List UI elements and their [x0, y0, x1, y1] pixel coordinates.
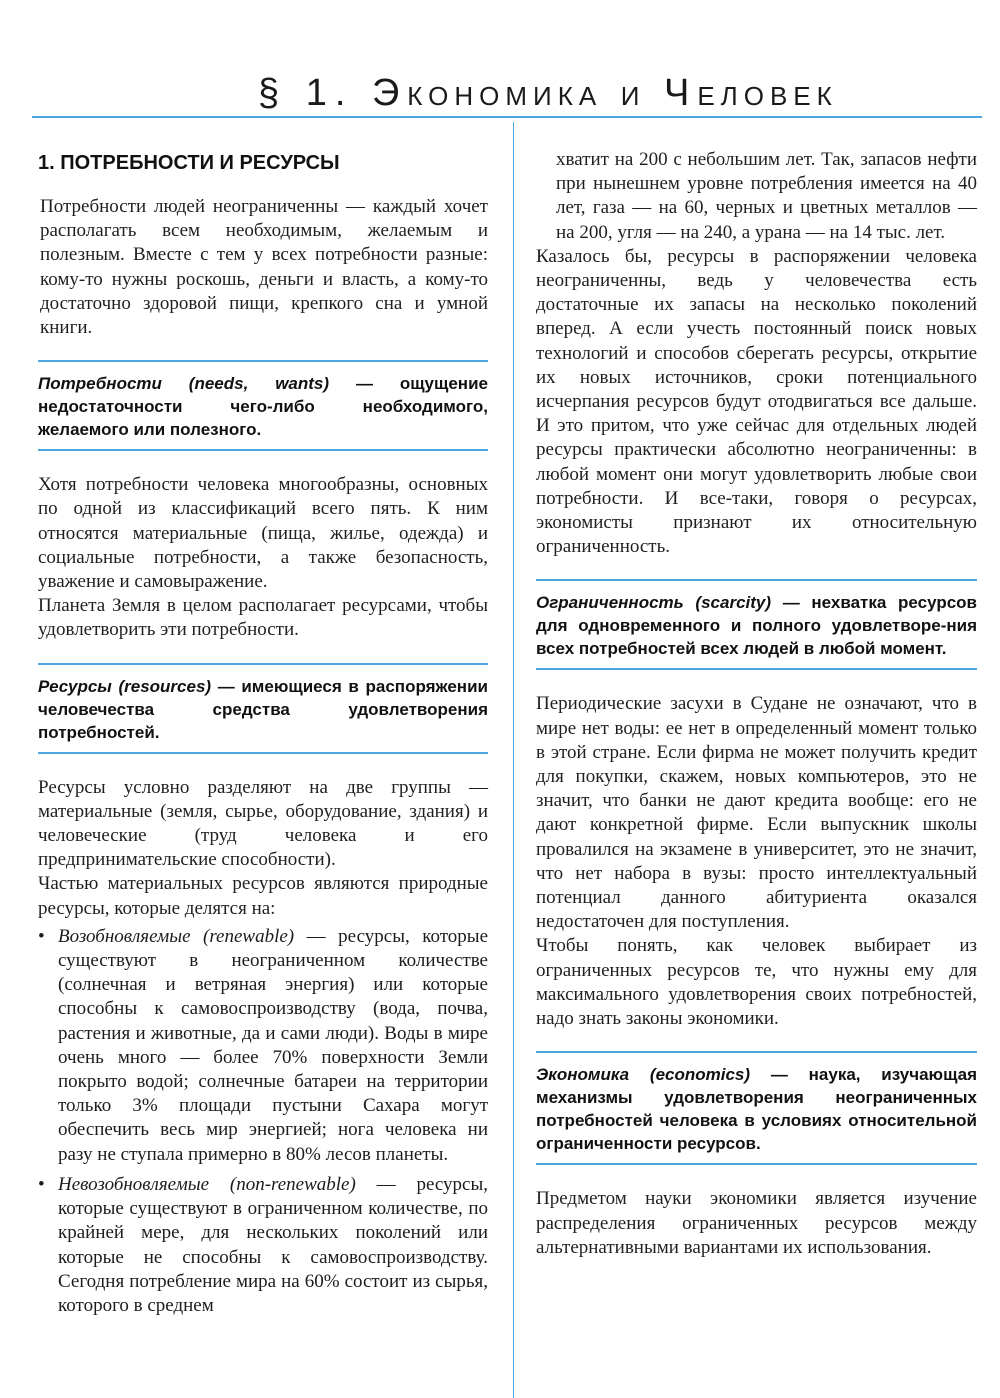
paragraph: Частью материальных ресурсов являются природные ресурсы, которые делятся на: [38, 873, 488, 919]
definition-term: Потребности (needs, wants) [38, 374, 330, 394]
definition-text: — наука, изучающая механизмы удовлетворения неограниченных потребностей человека в условиях относительной ограниченности ресурсов. [536, 1065, 978, 1154]
header-rule [32, 116, 982, 118]
definition-text: — имеющиеся в распоряжении человечества средства удовлетворения потребностей. [38, 676, 488, 742]
definition-term: Экономика (economics) [536, 1065, 751, 1085]
definition-text: — нехватка ресурсов для одновременного и полного удовлетворе-ния всех потребностей всех людей в любой момент. [536, 593, 977, 659]
paragraph: Периодические засухи в Судане не означают, что в мире нет воды: ее нет в определенный момент только в этой стране. Если фирма не может получить кредит для покупки, скажем, новых компьютеров, это не значит, что банки не дают кредита вообще: его не дают конкретной фирме. Если выпускник школы провалился на экзамене в университет, это не значит, что нет набора в вузы: просто интеллектуальный потенциал данного абитуриента оказался недостаточен для поступления. [536, 693, 977, 933]
title-conjunction: И [620, 81, 646, 111]
chapter-number: § 1. [258, 72, 354, 114]
list-item-text: — ресурсы, которые существуют в неограниченном количестве (солнечная и ветряная энергия) или которые способны к самовоспроизводству (вода, почва, растения и животные, да и сами люди). Воды в мире очень много — более 70% поверхности Земли покрыто водой; солнечные батареи на территории только 3% площади пустыни Сахара могут обеспечить весь мир энергией; нога человека ни разу не ступала примерно в 80% лесов планеты. [58, 925, 488, 1165]
list-item [38, 1173, 488, 1318]
definition-resources [38, 663, 488, 754]
title-word2-rest: ЕЛОВЕК [697, 81, 838, 111]
resource-types-list [38, 925, 488, 1318]
right-column [536, 148, 977, 1260]
column-divider [513, 122, 514, 1398]
list-item-term: Невозобновляемые (non-renewable) [58, 1173, 356, 1195]
definition-economics [536, 1051, 977, 1165]
definition-text: — ощущение недостаточности чего-либо необходимого, желаемого или полезного. [38, 374, 488, 440]
title-word1-initial: Э [371, 72, 408, 114]
list-item-text: — ресурсы, которые существуют в ограниченном количестве, по крайней мере, для нескольких поколений или которые не способны к самовоспроизводству. Сегодня потребление мира на 60% состоит из сырья, которого в среднем [58, 1173, 488, 1316]
paragraph: Планета Земля в целом располагает ресурсами, чтобы удовлетворить эти потребности. [38, 595, 488, 641]
definition-term: Ресурсы (resources) [38, 676, 212, 696]
list-item [38, 925, 488, 1167]
definition-term: Ограниченность (scarcity) [536, 593, 772, 613]
chapter-title [258, 72, 838, 115]
paragraph: Чтобы понять, как человек выбирает из ограниченных ресурсов те, что нужны ему для максимального удовлетворения своих потребностей, надо знать законы экономики. [536, 935, 977, 1030]
title-word2-initial: Ч [664, 72, 698, 114]
bullet-icon: • [38, 1173, 45, 1195]
paragraph: Ресурсы условно разделяют на две группы — материальные (земля, сырье, оборудование, здания) и человеческие (труд человека и его предпринимательские способности). [38, 776, 488, 871]
paragraph: Хотя потребности человека многообразны, основных по одной из классификаций всего пять. К ним относятся материальные (пища, жилье, одежда) и социальные потребности, а также безопасность, уважение и самовыражение. [38, 474, 488, 593]
definition-needs [38, 360, 488, 451]
page-header [0, 0, 1000, 122]
section-title: 1. ПОТРЕБНОСТИ И РЕСУРСЫ [38, 152, 340, 174]
paragraph: хватит на 200 с небольшим лет. Так, запасов нефти при нынешнем уровне потребления имеется на 40 лет, газа — на 60, черных и цветных металлов — на 200, угля — на 240, а урана — на 14 тыс. лет. [556, 149, 977, 243]
paragraph: Казалось бы, ресурсы в распоряжении человека неограниченны, ведь у человечества есть достаточные их запасы на несколько поколений вперед. А если учесть постоянный поиск новых технологий и способов сберегать ресурсы, открытие их новых источников, сроки потенциального исчерпания ресурсов будут отодвигаться все дальше. И это притом, что уже сейчас для отдельных людей ресурсы практически абсолютно неограниченны: в любой момент они могут удовлетворить любые свои потребности. И все-таки, говоря о ресурсах, экономисты признают их относительную ограниченность. [536, 245, 977, 558]
title-word1-rest: КОНОМИКА [407, 81, 603, 111]
list-item-term: Возобновляемые (renewable) [58, 925, 295, 947]
definition-scarcity [536, 579, 977, 670]
paragraph: Потребности людей неограниченны — каждый хочет располагать всем необходимым, желаемым и полезным. Вместе с тем у всех потребности разные: кому-то нужны роскошь, деньги и власть, а кому-то достаточно здоровой пищи, крепкого сна и умной книги. [40, 196, 488, 339]
paragraph: Предметом науки экономики является изучение распределения ограниченных ресурсов между альтернативными вариантами их использования. [536, 1188, 977, 1258]
bullet-icon: • [38, 925, 45, 947]
left-column [38, 140, 488, 1324]
